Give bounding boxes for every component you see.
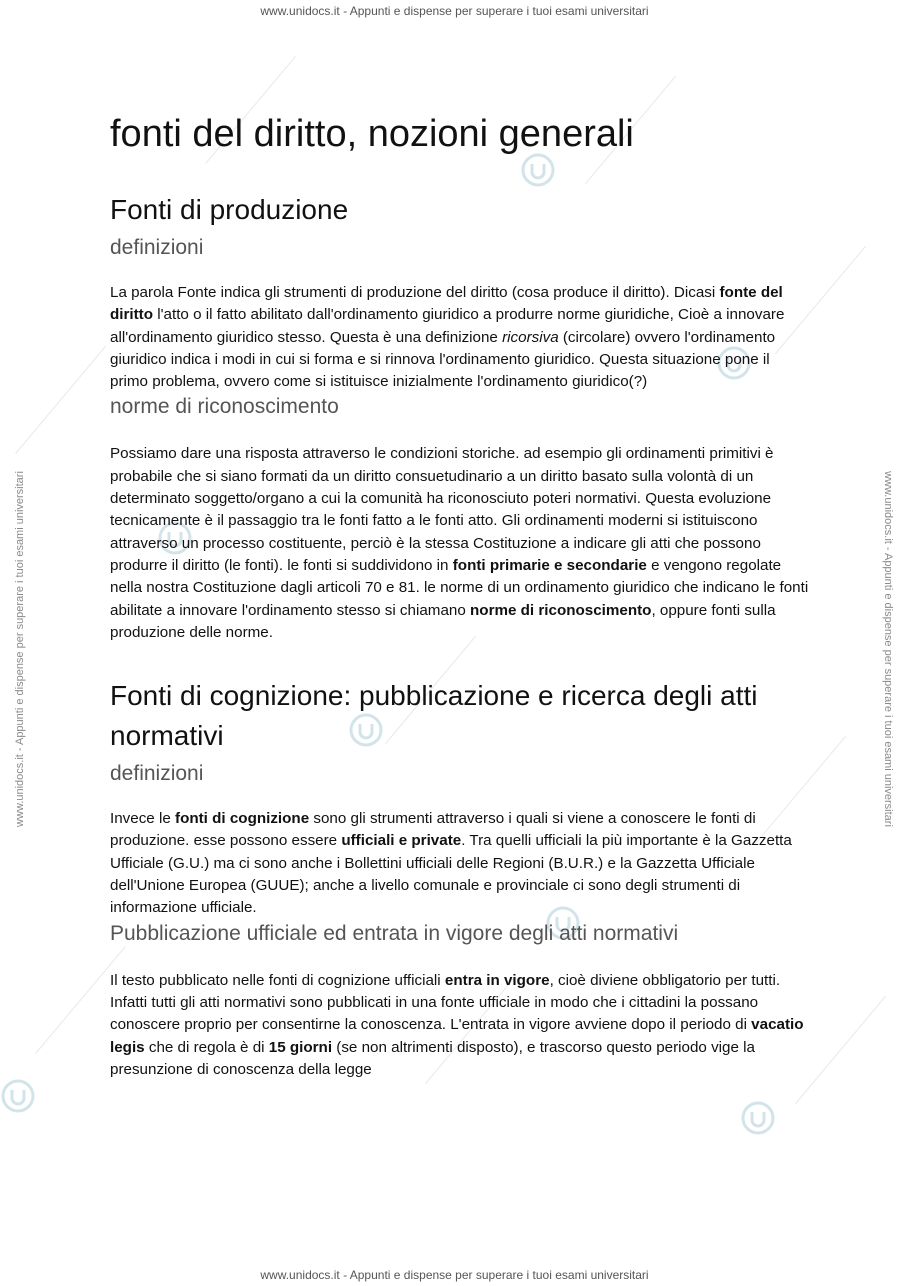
subheading-pubblicazione: Pubblicazione ufficiale ed entrata in vigore degli atti normativi [110,921,679,945]
document-title: fonti del diritto, nozioni generali [110,113,634,155]
bold-term: entra in vigore [444,971,550,989]
bold-term: fonte del diritto [110,284,783,324]
watermark-top: www.unidocs.it - Appunti e dispense per superare i tuoi esami universitari [260,4,649,18]
paragraph: Possiamo dare una risposta attraverso le condizioni storiche. ad esempio gli ordinamenti primitivi è probabile che si siano formati da un diritto consuetudinario a un diritto basato sulla volontà di un determinato soggetto/organo a cui la comunità ha riconosciuto poteri normativi. Questa evoluzione tecnicamente è il passaggio tra le fonti fatto a le fonti atto. Gli ordinamenti moderni si istituiscono attraverso un processo costituente, perciò è la stessa Costituzione a indicare gli atti che possono produrre il diritto (le fonti). le fonti si suddividono in fonti primarie e secondarie e vengono regolate nella nostra Costituzione dagli articoli 70 e 81. le norme di un ordinamento giuridico che indicano le fonti abilitate a innovare l'ordinamento stesso si chiamano norme di riconoscimento, oppure fonti sulla produzione delle norme. [110,445,809,641]
unidocs-logo-icon [0,1078,36,1114]
bold-term: norme di riconoscimento [470,601,652,619]
watermark-left: www.unidocs.it - Appunti e dispense per superare i tuoi esami universitari [14,471,26,827]
document-body [110,110,810,1081]
watermark-bottom: www.unidocs.it - Appunti e dispense per superare i tuoi esami universitari [260,1268,649,1282]
bold-term: fonti di cognizione [175,810,310,828]
bold-term: 15 giorni [268,1038,333,1056]
bold-term: fonti primarie e secondarie [452,556,647,574]
section-heading-cognizione: Fonti di cognizione: pubblicazione e ricerca degli atti normativi [110,680,758,752]
paragraph: Il testo pubblicato nelle fonti di cognizione ufficiali entra in vigore, cioè diviene obbligatorio per tutti. Infatti tutti gli atti normativi sono pubblicati in una fonte ufficiale in modo che i cittadini la possano conoscere proprio per consentirne la conoscenza. L'entrata in vigore avviene dopo il periodo di vacatio legis che di regola è di 15 giorni (se non altrimenti disposto), e trascorso questo periodo vige la presunzione di conoscenza della legge [110,971,804,1078]
watermark-line [15,346,106,454]
subheading-definizioni: definizioni [110,236,204,259]
bold-term: vacatio legis [110,1016,804,1056]
bold-term: ufficiali e private [341,832,462,850]
unidocs-logo-icon [740,1100,776,1136]
italic-term: ricorsiva [502,328,559,346]
subheading-norme-riconoscimento: norme di riconoscimento [110,395,339,419]
watermark-right: www.unidocs.it - Appunti e dispense per superare i tuoi esami universitari [882,471,894,827]
paragraph: La parola Fonte indica gli strumenti di produzione del diritto (cosa produce il diritto). Dicasi fonte del diritto l'atto o il fatto abilitato dall'ordinamento giuridico a produrre norme giuridiche, Cioè a innovare all'ordinamento giuridico stesso. Questa è una definizione ricorsiva (circolare) ovvero l'ordinamento giuridico indica i modi in cui si forma e si rinnova l'ordinamento giuridico. Questa situazione pone il primo problema, ovvero come si istituisce inizialmente l'ordinamento giuridico(?) [110,284,785,391]
paragraph: Invece le fonti di cognizione sono gli strumenti attraverso i quali si viene a conoscere le fonti di produzione. esse possono essere ufficiali e private. Tra quelli ufficiali la più importante è la Gazzetta Ufficiale (G.U.) ma ci sono anche i Bollettini ufficiali delle Regioni (B.U.R.) e la Gazzetta Ufficiale dell'Unione Europea (GUUE); anche a livello comunale e provinciale ci sono degli strumenti di informazione ufficiale. [110,810,792,917]
subheading-definizioni: definizioni [110,762,204,786]
section-heading-produzione: Fonti di produzione [110,194,349,225]
